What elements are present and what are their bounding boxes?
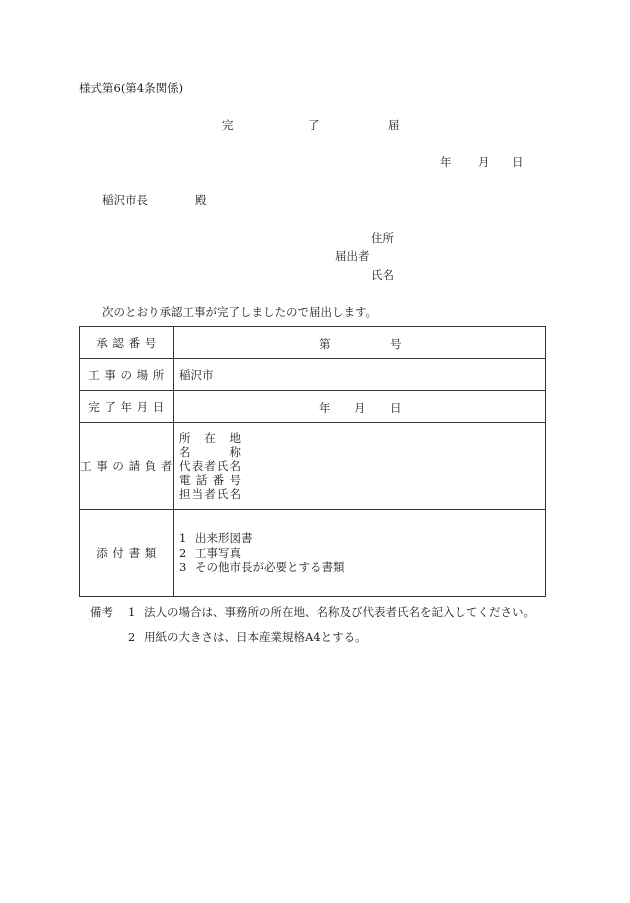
approval-number-field[interactable] — [174, 327, 546, 359]
remark-2-number: 2 — [128, 630, 136, 644]
approval-number-label: 承 認 番 号 — [80, 327, 174, 359]
remark-1-text: 法人の場合は、事務所の所在地、名称及び代表者氏名を記入してください。 — [144, 605, 535, 619]
attachments-field — [174, 510, 546, 597]
work-location-label: 工 事 の 場 所 — [80, 359, 174, 391]
intro-text: 次のとおり承認工事が完了しましたので届出します。 — [102, 305, 378, 319]
table-row-completion-date — [80, 391, 546, 423]
date-year-label: 年 — [440, 155, 452, 169]
applicant-label: 届出者 — [335, 249, 370, 263]
applicant-name-label: 氏名 — [371, 268, 394, 282]
completion-form-table — [79, 326, 546, 597]
applicant-address-label: 住所 — [371, 231, 394, 245]
completion-month-label: 月 — [354, 400, 366, 415]
table-row-approval-number — [80, 327, 546, 359]
title-char-2: 了 — [308, 118, 320, 132]
completion-date-label: 完 了 年 月 日 — [80, 391, 174, 423]
approval-number-prefix: 第 — [319, 336, 331, 351]
addressee-honorific: 殿 — [195, 193, 207, 207]
contractor-address-label: 所在地 — [179, 431, 241, 445]
contractor-phone-label: 電話番号 — [179, 473, 241, 487]
title-char-3: 届 — [388, 118, 400, 132]
contractor-field[interactable] — [174, 423, 546, 510]
addressee-name: 稲沢市長 — [102, 193, 148, 207]
form-number: 様式第6(第4条関係) — [79, 81, 184, 95]
completion-day-label: 日 — [390, 400, 402, 415]
list-item: 3 その他市長が必要とする書類 — [179, 560, 345, 575]
remarks-label: 備考 — [90, 605, 113, 619]
remark-1-number: 1 — [128, 605, 136, 619]
contractor-label: 工 事 の 請 負 者 — [80, 423, 174, 510]
remark-2-text: 用紙の大きさは、日本産業規格A4とする。 — [144, 630, 367, 644]
contractor-contact-label: 担当者氏名 — [179, 487, 241, 501]
table-row-contractor — [80, 423, 546, 510]
approval-number-suffix: 号 — [390, 336, 402, 351]
list-item: 1 出来形図書 — [179, 531, 253, 546]
attachments-label: 添 付 書 類 — [80, 510, 174, 597]
work-location-field[interactable] — [174, 359, 546, 391]
title-char-1: 完 — [222, 118, 234, 132]
completion-date-field[interactable] — [174, 391, 546, 423]
table-row-attachments — [80, 510, 546, 597]
work-location-value: 稲沢市 — [179, 367, 214, 382]
date-day-label: 日 — [512, 155, 524, 169]
date-month-label: 月 — [478, 155, 490, 169]
list-item: 2 工事写真 — [179, 545, 241, 560]
completion-year-label: 年 — [319, 400, 331, 415]
contractor-name-label: 名称 — [179, 445, 241, 459]
contractor-representative-label: 代表者氏名 — [179, 459, 241, 473]
table-row-work-location — [80, 359, 546, 391]
